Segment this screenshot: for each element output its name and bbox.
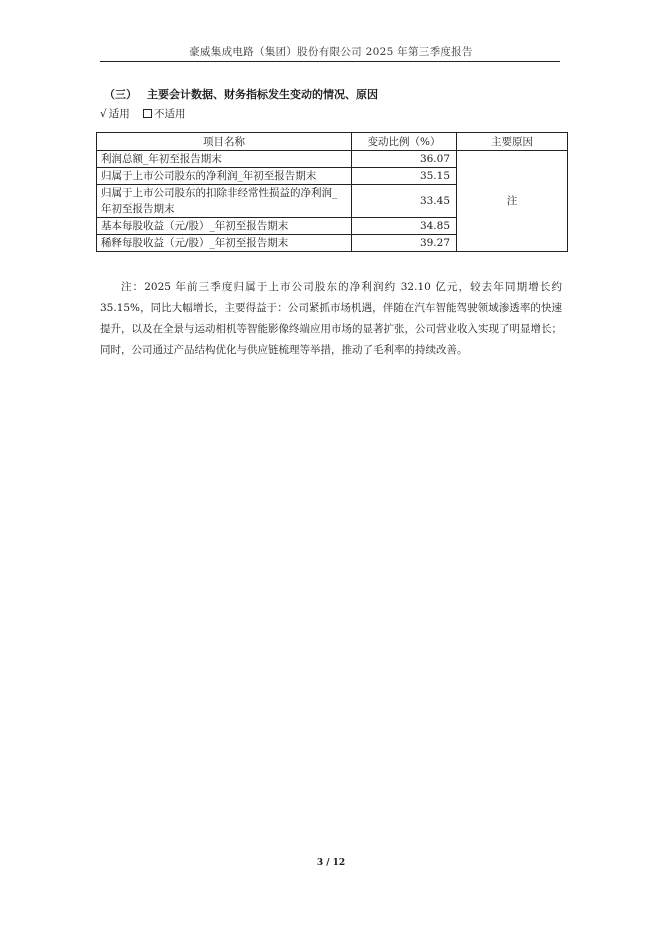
page-number: 3 / 12 bbox=[316, 858, 346, 868]
header-main-reason: 主要原因 bbox=[457, 133, 568, 151]
table-header-row bbox=[97, 133, 568, 151]
report-header-title: 豪威集成电路（集团）股份有限公司 2025 年第三季度报告 bbox=[189, 46, 473, 58]
row-item-name: 基本每股收益（元/股）_年初至报告期末 bbox=[97, 218, 352, 235]
applicable-option bbox=[100, 108, 130, 120]
section-number: （三） bbox=[104, 88, 137, 101]
row-item-name: 稀释每股收益（元/股）_年初至报告期末 bbox=[97, 235, 352, 252]
row-change-ratio: 39.27 bbox=[352, 235, 457, 252]
header-item-name: 项目名称 bbox=[97, 133, 352, 151]
table-row bbox=[97, 151, 568, 168]
header-change-ratio: 变动比例（%） bbox=[352, 133, 457, 151]
row-change-ratio: 36.07 bbox=[352, 151, 457, 168]
row-change-ratio: 34.85 bbox=[352, 218, 457, 235]
section-title: 主要会计数据、财务指标发生变动的情况、原因 bbox=[147, 88, 378, 101]
row-item-name: 归属于上市公司股东的净利润_年初至报告期末 bbox=[97, 168, 352, 185]
applicable-label: 适用 bbox=[108, 108, 130, 120]
change-ratio-table bbox=[96, 132, 568, 252]
check-mark-icon: √ bbox=[100, 108, 107, 120]
row-change-ratio: 33.45 bbox=[352, 185, 457, 218]
header-divider bbox=[100, 61, 560, 62]
empty-checkbox-icon bbox=[143, 109, 152, 118]
row-item-name: 归属于上市公司股东的扣除非经常性损益的净利润_年初至报告期末 bbox=[97, 185, 352, 218]
section-heading bbox=[104, 86, 378, 102]
explanatory-note: 注：2025 年前三季度归属于上市公司股东的净利润约 32.10 亿元，较去年同期增长约 35.15%，同比大幅增长，主要得益于：公司紧抓市场机遇，伴随在汽车智能驾驶领域渗透率的快速提升，以及在全景与运动相机等智能影像终端应用市场的显著扩张，公司营业收入实现了明显增长；同时，公司通过产品结构优化与供应链梳理等举措，推动了毛利率的持续改善。 bbox=[100, 280, 562, 356]
row-change-ratio: 35.15 bbox=[352, 168, 457, 185]
main-reason-cell: 注 bbox=[457, 151, 568, 252]
row-item-name: 利润总额_年初至报告期末 bbox=[97, 151, 352, 168]
not-applicable-option bbox=[143, 108, 186, 120]
applicability-options bbox=[100, 106, 196, 121]
not-applicable-label: 不适用 bbox=[154, 108, 186, 120]
